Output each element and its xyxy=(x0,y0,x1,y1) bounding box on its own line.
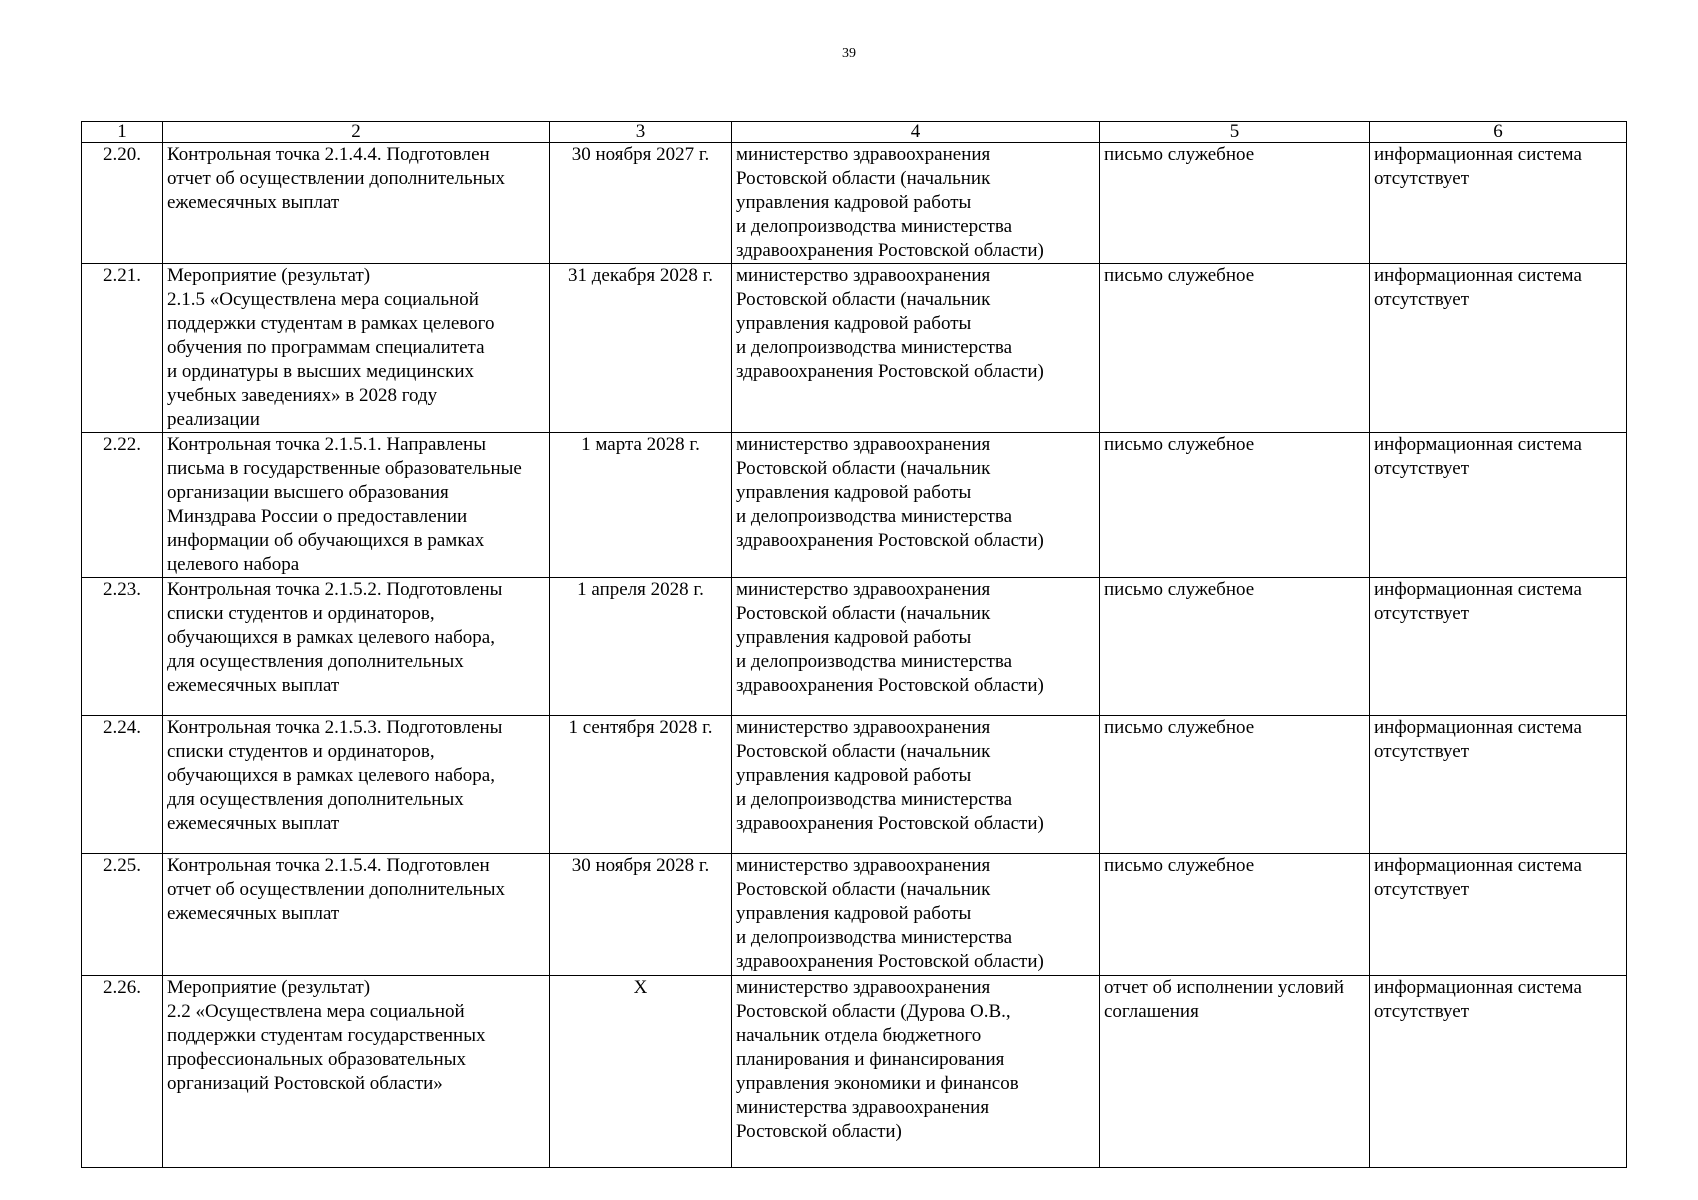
row-system: информационная система отсутствует xyxy=(1370,976,1627,1168)
row-date: Х xyxy=(550,976,732,1168)
row-document: письмо служебное xyxy=(1100,433,1370,578)
row-name: Контрольная точка 2.1.5.1. Направлены письма в государственные образовательные организации высшего образования Минздрава России о предоставлении информации об обучающихся в рамках целевого набора xyxy=(163,433,550,578)
row-responsible: министерство здравоохранения Ростовской области (Дурова О.В., начальник отдела бюджетного планирования и финансирования управления экономики и финансов министерства здравоохранения Ростовской области) xyxy=(732,976,1100,1168)
row-system: информационная система отсутствует xyxy=(1370,716,1627,854)
row-date: 30 ноября 2027 г. xyxy=(550,143,732,264)
table-row xyxy=(82,854,1627,976)
header-col-2: 2 xyxy=(163,122,550,143)
row-responsible: министерство здравоохранения Ростовской области (начальник управления кадровой работы и делопроизводства министерства здравоохранения Ростовской области) xyxy=(732,433,1100,578)
row-document: письмо служебное xyxy=(1100,578,1370,716)
table-row xyxy=(82,578,1627,716)
header-col-6: 6 xyxy=(1370,122,1627,143)
row-responsible: министерство здравоохранения Ростовской области (начальник управления кадровой работы и делопроизводства министерства здравоохранения Ростовской области) xyxy=(732,578,1100,716)
row-system: информационная система отсутствует xyxy=(1370,264,1627,433)
row-number: 2.22. xyxy=(82,433,163,578)
table-row xyxy=(82,143,1627,264)
row-system: информационная система отсутствует xyxy=(1370,854,1627,976)
row-name: Контрольная точка 2.1.4.4. Подготовлен отчет об осуществлении дополнительных ежемесячных выплат xyxy=(163,143,550,264)
row-number: 2.23. xyxy=(82,578,163,716)
row-document: письмо служебное xyxy=(1100,264,1370,433)
row-system: информационная система отсутствует xyxy=(1370,578,1627,716)
row-number: 2.25. xyxy=(82,854,163,976)
row-responsible: министерство здравоохранения Ростовской области (начальник управления кадровой работы и делопроизводства министерства здравоохранения Ростовской области) xyxy=(732,143,1100,264)
row-date: 1 апреля 2028 г. xyxy=(550,578,732,716)
row-name: Контрольная точка 2.1.5.4. Подготовлен отчет об осуществлении дополнительных ежемесячных выплат xyxy=(163,854,550,976)
row-name: Мероприятие (результат) 2.1.5 «Осуществлена мера социальной поддержки студентам в рамках целевого обучения по программам специалитета и ординатуры в высших медицинских учебных заведениях» в 2028 году реализации xyxy=(163,264,550,433)
row-responsible: министерство здравоохранения Ростовской области (начальник управления кадровой работы и делопроизводства министерства здравоохранения Ростовской области) xyxy=(732,716,1100,854)
header-col-3: 3 xyxy=(550,122,732,143)
document-table xyxy=(81,121,1627,1168)
header-col-1: 1 xyxy=(82,122,163,143)
header-col-5: 5 xyxy=(1100,122,1370,143)
row-number: 2.21. xyxy=(82,264,163,433)
table-row xyxy=(82,433,1627,578)
row-name: Контрольная точка 2.1.5.2. Подготовлены списки студентов и ординаторов, обучающихся в рамках целевого набора, для осуществления дополнительных ежемесячных выплат xyxy=(163,578,550,716)
table-header-row xyxy=(82,122,1627,143)
row-name: Мероприятие (результат) 2.2 «Осуществлена мера социальной поддержки студентам государственных профессиональных образовательных организаций Ростовской области» xyxy=(163,976,550,1168)
row-date: 31 декабря 2028 г. xyxy=(550,264,732,433)
row-number: 2.20. xyxy=(82,143,163,264)
row-date: 1 сентября 2028 г. xyxy=(550,716,732,854)
row-responsible: министерство здравоохранения Ростовской области (начальник управления кадровой работы и делопроизводства министерства здравоохранения Ростовской области) xyxy=(732,264,1100,433)
row-name: Контрольная точка 2.1.5.3. Подготовлены списки студентов и ординаторов, обучающихся в рамках целевого набора, для осуществления дополнительных ежемесячных выплат xyxy=(163,716,550,854)
table-row xyxy=(82,264,1627,433)
row-document: отчет об исполнении условий соглашения xyxy=(1100,976,1370,1168)
row-number: 2.26. xyxy=(82,976,163,1168)
page-number: 39 xyxy=(842,46,856,61)
row-number: 2.24. xyxy=(82,716,163,854)
row-system: информационная система отсутствует xyxy=(1370,143,1627,264)
row-date: 1 марта 2028 г. xyxy=(550,433,732,578)
table-row xyxy=(82,976,1627,1168)
row-document: письмо служебное xyxy=(1100,716,1370,854)
row-document: письмо служебное xyxy=(1100,143,1370,264)
row-responsible: министерство здравоохранения Ростовской области (начальник управления кадровой работы и делопроизводства министерства здравоохранения Ростовской области) xyxy=(732,854,1100,976)
header-col-4: 4 xyxy=(732,122,1100,143)
row-system: информационная система отсутствует xyxy=(1370,433,1627,578)
row-document: письмо служебное xyxy=(1100,854,1370,976)
table-row xyxy=(82,716,1627,854)
row-date: 30 ноября 2028 г. xyxy=(550,854,732,976)
